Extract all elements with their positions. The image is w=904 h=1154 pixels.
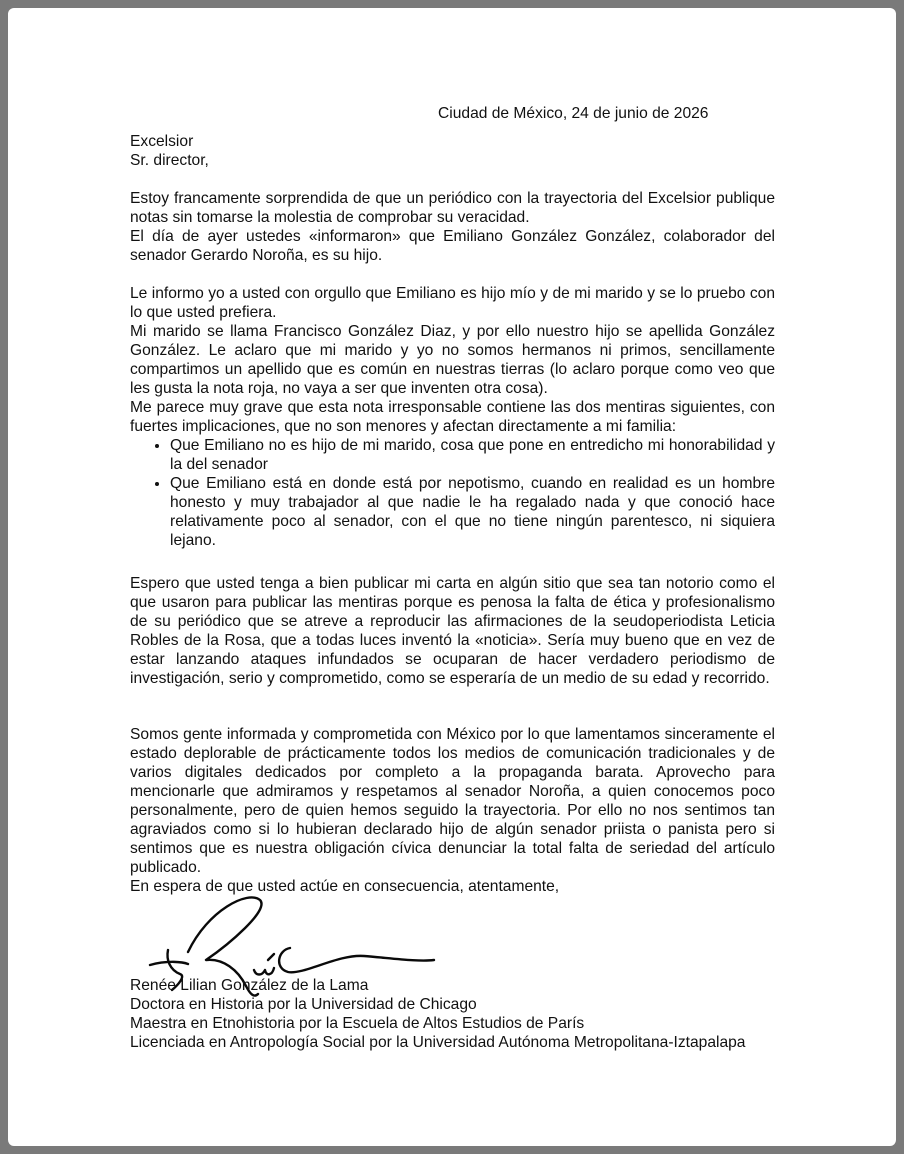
intro-paragraphs [130, 189, 775, 265]
closing-line: En espera de que usted actúe en consecuencia, atentamente, [130, 878, 560, 895]
paragraph-7-block [130, 725, 775, 896]
letter-page [8, 8, 896, 1146]
credential-line: Maestra en Etnohistoria por la Escuela de Altos Estudios de París [130, 1015, 585, 1032]
list-item: • Que Emiliano no es hijo de mi marido, cosa que pone en entredicho mi honorabilidad y la del senador [170, 436, 775, 474]
salutation: Sr. director, [130, 152, 209, 169]
paragraph-6-block [130, 574, 775, 688]
date-line: Ciudad de México, 24 de junio de 2026 [438, 105, 709, 122]
paragraph-7: Somos gente informada y comprometida con México por lo que lamentamos sinceramente el estado deplorable de prácticamente todos los medios de comunicación tradicionales y de varios digitales dedicados por completo a la propaganda barata. Aprovecho para mencionarle que admiramos y respetamos al senador Noroña, a quien conocemos poco personalmente, pero de quien hemos seguido la trayectoria. Por ello no nos sentimos tan agraviados como si lo hubieran declarado hijo de algún senador priista o panista pero si sentimos que es nuestra obligación cívica denunciar la total falta de seriedad del artículo publicado. [130, 726, 775, 876]
signature-block [130, 976, 830, 1052]
credential-line: Licenciada en Antropología Social por la Universidad Autónoma Metropolitana-Iztapalapa [130, 1034, 746, 1051]
paragraph-5: Me parece muy grave que esta nota irresponsable contiene las dos mentiras siguientes, con fuertes implicaciones, que no son menores y afectan directamente a mi familia: [130, 399, 775, 435]
recipient-block [130, 132, 775, 170]
paragraph-3: Le informo yo a usted con orgullo que Emiliano es hijo mío y de mi marido y se lo pruebo con lo que usted prefiera. [130, 285, 775, 321]
paragraph-4: Mi marido se llama Francisco González Diaz, y por ello nuestro hijo se apellida González González. Le aclaro que mi marido y yo no somos hermanos ni primos, sencillamente compartimos un apellido que es común en nuestras tierras (lo aclaro porque como veo que les gusta la nota roja, no vaya a ser que inventen otra cosa). [130, 323, 775, 397]
body-section [130, 284, 775, 550]
paragraph-2: El día de ayer ustedes «informaron» que Emiliano González González, colaborador del senador Gerardo Noroña, es su hijo. [130, 228, 775, 264]
paragraph-1: Estoy francamente sorprendida de que un periódico con la trayectoria del Excelsior publique notas sin tomarse la molestia de comprobar su veracidad. [130, 190, 775, 226]
paragraph-6: Espero que usted tenga a bien publicar mi carta en algún sitio que sea tan notorio como el que usaron para publicar las mentiras porque es penosa la falta de ética y profesionalismo de su periódico que se atreve a reproducir las afirmaciones de la seudoperiodista Leticia Robles de la Rosa, que a todas luces inventó la «noticia». Sería muy bueno que en vez de estar lanzando ataques infundados se ocuparan de hacer verdadero periodismo de investigación, serio y comprometido, como se esperaría de un medio de su edad y recorrido. [130, 575, 775, 687]
recipient: Excelsior [130, 133, 194, 150]
lies-list [130, 436, 775, 550]
list-item: • Que Emiliano está en donde está por nepotismo, cuando en realidad es un hombre honesto y muy trabajador al que nadie le ha regalado nada y que conoció hace relativamente poco al senador, con el que no tiene ningún parentesco, ni siquiera lejano. [170, 474, 775, 550]
credential-line: Doctora en Historia por la Universidad de Chicago [130, 996, 477, 1013]
signer-name: Renée Lilian González de la Lama [130, 977, 369, 994]
